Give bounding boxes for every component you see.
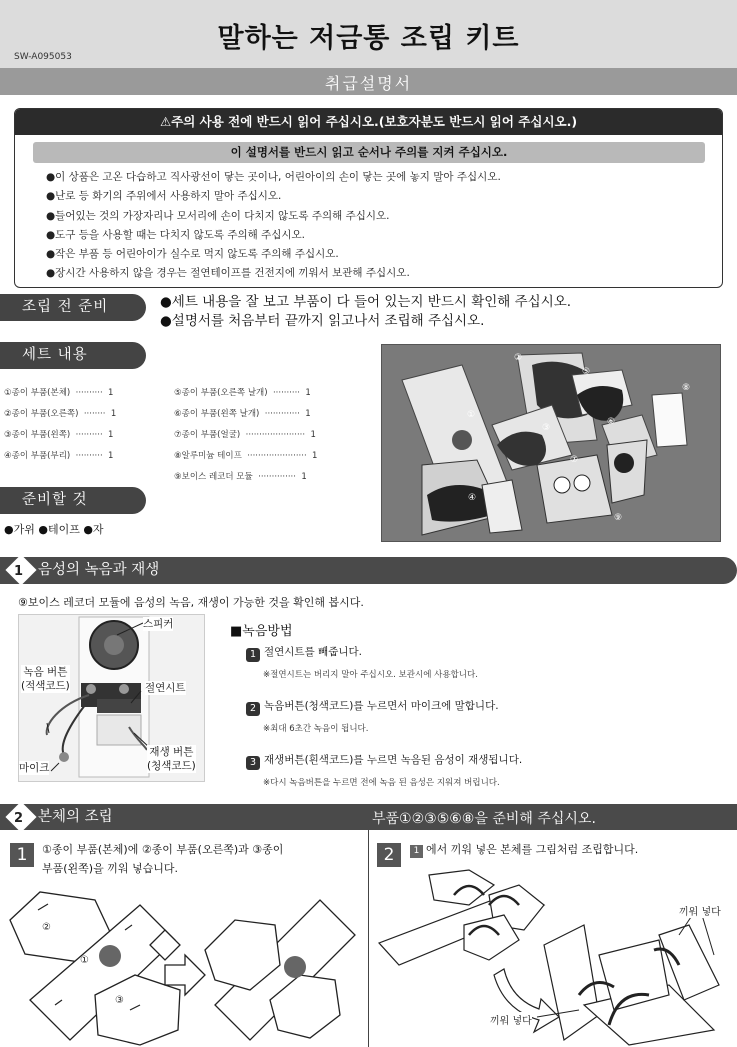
section2-parts-note: 부품①②③⑤⑥⑧을 준비해 주십시오. bbox=[372, 811, 596, 827]
section1-title: 음성의 녹음과 재생 bbox=[38, 562, 160, 578]
step2-diagram bbox=[369, 865, 737, 1047]
prep-line: ●설명서를 처음부터 끝까지 읽고나서 조립해 주십시오. bbox=[160, 313, 485, 329]
photo-label: ⑤ bbox=[582, 367, 591, 377]
step2-line: 에서 끼워 넣은 본체를 그림처럼 조립합니다. bbox=[426, 843, 639, 856]
warning-item: ●들어있는 것의 가장자리나 모서리에 손이 다치지 않도록 주의해 주십시오. bbox=[46, 209, 390, 222]
photo-label: ⑧ bbox=[682, 383, 691, 393]
record-step bbox=[246, 644, 522, 662]
parts-photo bbox=[381, 344, 721, 542]
warning-item: ●이 상품은 고온 다습하고 직사광선이 닿는 곳이나, 어린아이의 손이 닿는 곳에 놓지 말아 주십시오. bbox=[46, 171, 501, 183]
section2-number: 2 bbox=[14, 811, 24, 827]
prep-instructions bbox=[160, 293, 571, 331]
step-badge: 1 bbox=[246, 648, 260, 662]
set-item: ④종이 부품(부리) ·········· 1 bbox=[4, 451, 114, 461]
insulation-sheet-label: 절연시트 bbox=[145, 682, 186, 694]
prep-label: 조립 전 준비 bbox=[0, 294, 146, 321]
prep-line: ●세트 내용을 잘 보고 부품이 다 들어 있는지 반드시 확인해 주십시오. bbox=[160, 294, 572, 310]
record-step bbox=[246, 752, 522, 770]
insert-label-bottom: 끼워 넣다 bbox=[490, 1012, 532, 1027]
record-method-title: ■녹음방법 bbox=[230, 624, 293, 639]
step-badge: 3 bbox=[246, 756, 260, 770]
set-item: ⑤종이 부품(오른쪽 날개) ·········· 1 bbox=[174, 388, 311, 398]
photo-label: ⑦ bbox=[570, 455, 579, 465]
step-badge: 2 bbox=[246, 702, 260, 716]
warning-item: ●장시간 사용하지 않을 경우는 절연테이프를 건전지에 끼워서 보관해 주십시오. bbox=[46, 267, 410, 280]
manual-subtitle: 취급설명서 bbox=[324, 74, 413, 93]
warning-item: ●작은 부품 등 어린아이가 실수로 먹지 않도록 주의해 주십시오. bbox=[46, 248, 339, 261]
needs-items: ●가위 ●테이프 ●자 bbox=[4, 523, 104, 536]
step1-line: 부품(왼쪽)을 끼워 넣습니다. bbox=[42, 862, 178, 875]
step-note: ※절연시트는 버리지 말아 주십시오. 보관시에 사용합니다. bbox=[263, 670, 478, 680]
step-text: 절연시트를 빼줍니다. bbox=[264, 646, 362, 658]
photo-label: ④ bbox=[468, 493, 477, 503]
section1-number: 1 bbox=[14, 564, 24, 580]
page-title: 말하는 저금통 조립 키트 bbox=[217, 23, 520, 54]
warning-subheading: 이 설명서를 반드시 읽고 순서나 주의를 지켜 주십시오. bbox=[33, 142, 705, 163]
step1-number: 1 bbox=[10, 843, 34, 867]
record-button-label: 녹음 버튼 (적색코드) bbox=[21, 666, 70, 692]
part2-callout: ② bbox=[42, 922, 51, 933]
step-note: ※최대 6초간 녹음이 됩니다. bbox=[263, 724, 369, 734]
set-item: ⑨보이스 레코더 모듈 ·············· 1 bbox=[174, 472, 307, 482]
set-item: ②종이 부품(오른쪽) ········ 1 bbox=[4, 409, 117, 419]
photo-label: ⑥ bbox=[607, 417, 616, 427]
photo-label: ① bbox=[467, 410, 476, 420]
product-code: SW-A095053 bbox=[14, 52, 72, 62]
set-list-left bbox=[4, 383, 116, 467]
set-item: ⑦종이 부품(얼굴) ······················ 1 bbox=[174, 430, 316, 440]
section2-title: 본체의 조립 bbox=[38, 809, 113, 825]
step-note: ※다시 녹음버튼을 누르면 전에 녹음 된 음성은 지워져 버립니다. bbox=[263, 778, 500, 788]
set-item: ③종이 부품(왼쪽) ·········· 1 bbox=[4, 430, 114, 440]
section1-diamond-icon bbox=[5, 554, 36, 585]
insert-label-right: 끼워 넣다 bbox=[679, 903, 721, 918]
speaker-label: 스피커 bbox=[143, 618, 174, 630]
mic-label: 마이크 bbox=[19, 762, 50, 774]
step1-line: ①종이 부품(본체)에 ②종이 부품(오른쪽)과 ③종이 bbox=[42, 843, 284, 856]
set-item: ①종이 부품(본체) ·········· 1 bbox=[4, 388, 114, 398]
needs-label: 준비할 것 bbox=[0, 487, 146, 514]
warning-item: ●난로 등 화기의 주위에서 사용하지 말아 주십시오. bbox=[46, 190, 282, 203]
part1-callout: ① bbox=[80, 955, 89, 966]
set-contents-label: 세트 내용 bbox=[0, 342, 146, 369]
photo-label: ③ bbox=[542, 423, 551, 433]
step2-number: 2 bbox=[377, 843, 401, 867]
step2-ref-badge: 1 bbox=[410, 845, 423, 858]
step-text: 재생버튼(흰색코드)를 누르면 녹음된 음성이 재생됩니다. bbox=[264, 754, 523, 766]
section2-diamond-icon bbox=[5, 801, 36, 832]
warning-heading: ⚠주의 사용 전에 반드시 읽어 주십시오.(보호자분도 반드시 읽어 주십시오.) bbox=[15, 109, 722, 135]
parts-photo-drawing bbox=[382, 345, 721, 542]
section1-header bbox=[0, 557, 737, 584]
set-item: ⑧알루미늄 테이프 ······················ 1 bbox=[174, 451, 318, 461]
part3-callout: ③ bbox=[115, 995, 124, 1006]
record-step bbox=[246, 698, 522, 716]
photo-label: ② bbox=[514, 353, 523, 363]
warning-list bbox=[46, 168, 501, 284]
record-steps bbox=[246, 644, 522, 788]
warning-item: ●도구 등을 사용할 때는 다치지 않도록 주의해 주십시오. bbox=[46, 228, 306, 241]
step2-text bbox=[410, 840, 638, 859]
voice-module-photo bbox=[18, 614, 205, 782]
step1-diagram bbox=[0, 870, 368, 1047]
set-item: ⑥종이 부품(왼쪽 날개) ············· 1 bbox=[174, 409, 311, 419]
photo-label: ⑨ bbox=[614, 513, 623, 523]
set-list-right bbox=[174, 383, 317, 488]
play-button-label: 재생 버튼 (청색코드) bbox=[147, 746, 196, 772]
section2-header bbox=[0, 804, 737, 830]
step-text: 녹음버튼(청색코드)를 누르면서 마이크에 말합니다. bbox=[264, 700, 499, 712]
section1-intro: ⑨보이스 레코더 모듈에 음성의 녹음, 재생이 가능한 것을 확인해 봅시다. bbox=[18, 596, 364, 609]
